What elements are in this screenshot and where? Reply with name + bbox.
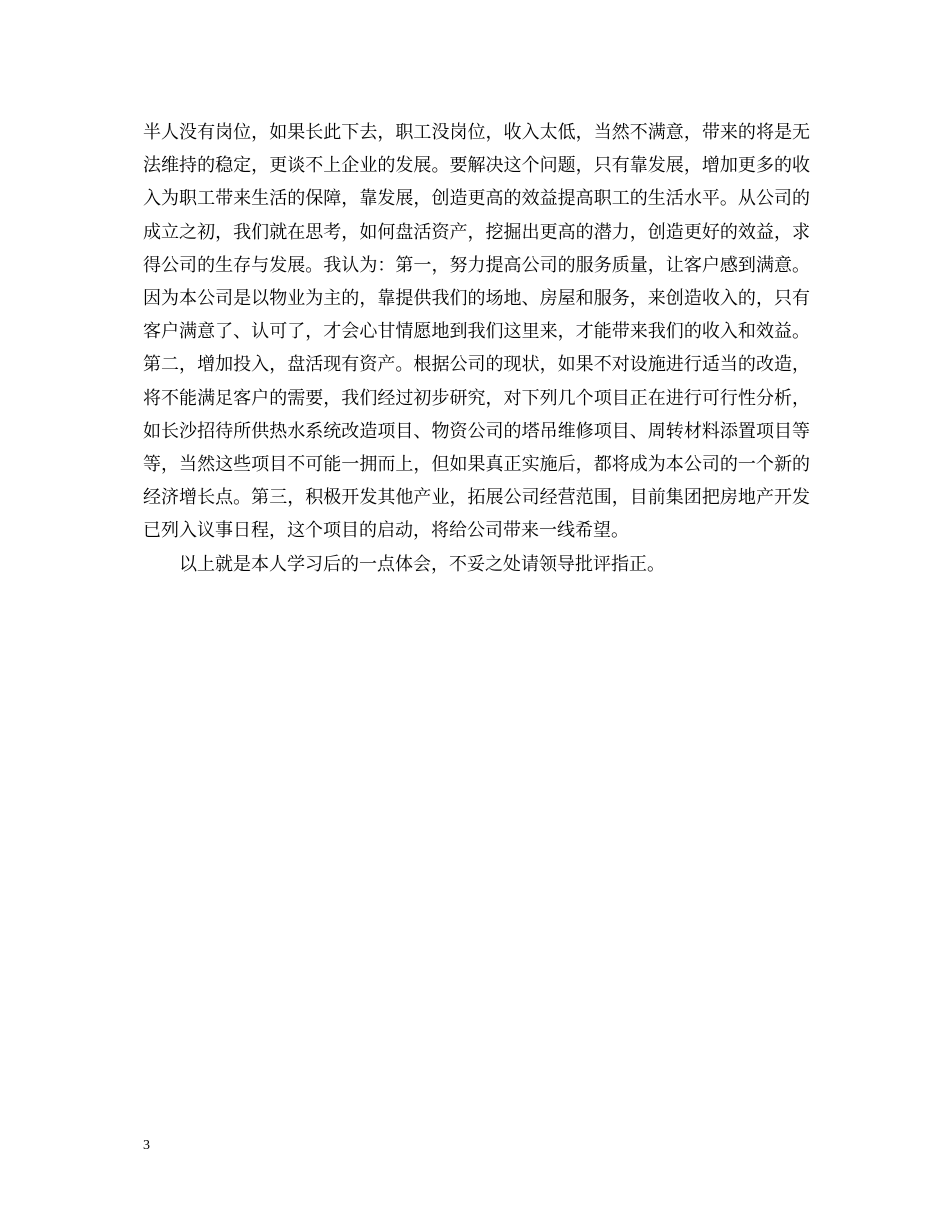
page-number: 3 [143,1138,150,1153]
paragraph-2: 以上就是本人学习后的一点体会，不妥之处请领导批评指正。 [179,553,665,575]
paragraph-1: 半人没有岗位，如果长此下去，职工没岗位，收入太低，当然不满意，带来的将是无法维持的稳定，更谈不上企业的发展。要解决这个问题，只有靠发展，增加更多的收入为职工带来生活的保障，靠发展，创造更高的效益提高职工的生活水平。从公司的成立之初，我们就在思考，如何盘活资产，挖掘出更高的潜力，创造更好的效益，求得公司的生存与发展。我认为：第一，努力提高公司的服务质量，让客户感到满意。因为本公司是以物业为主的，靠提供我们的场地、房屋和服务，来创造收入的，只有客户满意了、认可了，才会心甘情愿地到我们这里来，才能带来我们的收入和效益。第二，增加投入，盘活现有资产。根据公司的现状，如果不对设施进行适当的改造，将不能满足客户的需要，我们经过初步研究，对下列几个项目正在进行可行性分析，如长沙招待所供热水系统改造项目、物资公司的塔吊维修项目、周转材料添置项目等等，当然这些项目不可能一拥而上，但如果真正实施后，都将成为本公司的一个新的经济增长点。第三，积极开发其他产业，拓展公司经营范围，目前集团把房地产开发已列入议事日程，这个项目的启动，将给公司带来一线希望。 [143,122,810,542]
body-text [143,116,810,581]
